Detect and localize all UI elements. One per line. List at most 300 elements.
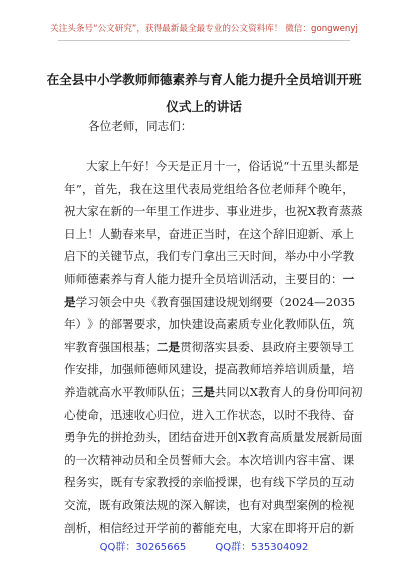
body-char: 2024 (284, 294, 315, 309)
body-char: 风 (168, 362, 181, 377)
body-char: 造 (75, 384, 88, 399)
body-char: 育 (269, 384, 282, 399)
body-char: 师 (296, 317, 308, 332)
body-char: 、 (319, 226, 332, 241)
body-char: 要 (261, 294, 273, 309)
body-char: 里 (164, 181, 177, 196)
body-char: 质 (307, 362, 320, 377)
body-char: 心 (64, 407, 76, 422)
body-char: 先 (105, 181, 118, 196)
body-char: 相 (98, 520, 111, 535)
body-char: 建 (180, 362, 192, 377)
body-char: 策 (133, 497, 146, 512)
body-char: 授 (214, 475, 227, 490)
body-char: 中 (307, 249, 320, 264)
body-char: 奋 (342, 407, 355, 422)
body-char: 工 (342, 339, 355, 354)
body-char: ， (272, 204, 285, 219)
body-char: 的 (168, 497, 181, 512)
body-char: 都 (335, 159, 348, 173)
body-char: ， (156, 226, 169, 241)
body-char: 十 (213, 159, 226, 173)
body-char: 的 (180, 520, 192, 535)
body-char: 政 (272, 339, 285, 354)
body-char: 读 (214, 497, 227, 512)
body-char: 和 (145, 452, 157, 467)
body-char: ， (156, 317, 169, 332)
body-char: 春 (122, 226, 134, 241)
body-char: 将 (296, 520, 308, 535)
body-char: 个 (306, 181, 319, 196)
body-char: 设 (214, 294, 227, 309)
body-char: 力 (168, 271, 181, 286)
body-char: 既 (98, 497, 111, 512)
body-char: 队 (156, 384, 169, 399)
body-char: 安 (75, 362, 88, 377)
body-char: 我 (307, 407, 320, 422)
body-char: 务 (75, 475, 88, 490)
body-line (64, 245, 354, 268)
body-char: 加 (110, 362, 123, 377)
body-char: 这 (152, 181, 165, 196)
body-char: 经 (122, 520, 134, 535)
body-char: 年 (145, 204, 157, 219)
body-char: 升 (191, 271, 204, 286)
body-char: 以 (272, 407, 285, 422)
body-char: 电 (226, 520, 239, 535)
body-char: ， (261, 407, 273, 422)
body-char: 次 (87, 452, 99, 467)
body-char: 动 (342, 475, 355, 490)
body-char: 们 (168, 249, 181, 264)
body-char: 新 (327, 430, 340, 445)
body-char: 承 (331, 226, 343, 241)
body-char: 视 (342, 497, 355, 512)
body-char: 委 (238, 339, 250, 354)
title-line: 仪式上的讲话 (166, 99, 242, 114)
body-char: 下 (284, 475, 297, 490)
body-char: 表 (188, 181, 201, 196)
body-char: 教 (156, 475, 169, 490)
body-char: 全 (156, 452, 169, 467)
body-char: ， (226, 226, 239, 241)
body-char: 头 (145, 430, 157, 445)
body-char: 门 (191, 249, 204, 264)
body-line (64, 358, 354, 381)
body-char: ， (203, 362, 215, 377)
body-char: 丰 (307, 452, 320, 467)
body-char: 部 (110, 317, 123, 332)
body-char: 待 (319, 407, 332, 422)
body-char: 育 (168, 294, 181, 309)
body-char: 十 (289, 159, 301, 173)
body-char: 是 (168, 339, 181, 354)
body-char: 新 (342, 520, 355, 535)
body-char: 结 (180, 430, 192, 445)
body-char: 时 (249, 249, 262, 264)
body-char: 专 (249, 317, 262, 332)
body-char: 平 (122, 384, 134, 399)
body-char: 晚 (318, 181, 331, 196)
body-char: 养 (272, 362, 285, 377)
body-char: 质 (281, 430, 293, 445)
body-char: 署 (122, 317, 134, 332)
body-char: 化 (272, 317, 285, 332)
body-char: 上 (109, 159, 121, 173)
body-char: 排 (87, 362, 99, 377)
body-char: 有 (122, 475, 134, 490)
body-char: 伍 (168, 384, 181, 399)
body-char: 我 (156, 249, 169, 264)
body-char: 教 (156, 294, 169, 309)
body-char: 高 (226, 362, 239, 377)
body-char: 旧 (284, 226, 297, 241)
body-char: ， (81, 181, 94, 196)
body-char: 一 (133, 204, 146, 219)
body-char: 月 (202, 159, 214, 173)
body-char: 基 (133, 339, 146, 354)
body-char: 点 (133, 249, 146, 264)
body-char: 家 (145, 475, 157, 490)
body-char: 奋 (191, 430, 204, 445)
body-char: 蓄 (191, 520, 204, 535)
body-char: 养 (64, 384, 76, 399)
body-char: 能 (156, 271, 169, 286)
body-char: ， (180, 407, 192, 422)
body-char: 师 (156, 362, 169, 377)
body-char: 大 (75, 204, 88, 219)
body-char: 充 (214, 520, 227, 535)
body-char: 位 (259, 181, 272, 196)
body-char: “ (283, 159, 290, 173)
body-char: 本 (238, 452, 250, 467)
body-char: 人 (281, 384, 293, 399)
body-char: 在 (272, 520, 285, 535)
body-char: 好 (132, 159, 145, 173)
body-char: 举 (284, 249, 297, 264)
body-char: 老 (271, 181, 283, 196)
body-char: 时 (284, 407, 297, 422)
body-char: 员 (133, 452, 146, 467)
body-char: 团 (168, 430, 181, 445)
body-char: 学 (296, 475, 308, 490)
footer (0, 538, 408, 553)
body-char: 实 (214, 339, 227, 354)
body-char: 争 (75, 430, 88, 445)
body-char: 素 (226, 317, 239, 332)
body-char: 节 (122, 249, 134, 264)
body-char: 师 (133, 362, 146, 377)
body-char: 拜 (294, 181, 307, 196)
body-char: 培 (342, 362, 355, 377)
body-char: 员 (168, 452, 181, 467)
body-char: 动 (261, 271, 273, 286)
body-char: 拿 (203, 249, 215, 264)
body-char: 高 (214, 317, 227, 332)
body-char: 键 (110, 249, 123, 264)
body-char: 间 (261, 249, 273, 264)
body-char: 天 (238, 249, 250, 264)
body-char: ， (226, 497, 239, 512)
body-char: ； (145, 339, 157, 354)
body-char: 互 (331, 475, 343, 490)
body-char: ， (331, 317, 343, 332)
body-char: 伍 (319, 317, 332, 332)
body-char: 领 (98, 294, 111, 309)
body-char: 速 (122, 407, 134, 422)
body-char: 教 (246, 430, 259, 445)
header-divider (58, 40, 350, 41)
body-char: 、 (331, 452, 343, 467)
body-char: 学 (156, 520, 169, 535)
body-char: 强 (122, 362, 134, 377)
body-char: 各 (247, 181, 260, 196)
body-char: 是 (178, 159, 191, 173)
body-char: 训 (238, 271, 250, 286)
body-char: ， (87, 520, 99, 535)
body-char: 大 (203, 452, 215, 467)
body-char: 提 (180, 271, 192, 286)
body-char: 师 (283, 181, 295, 196)
body-char: 也 (249, 475, 262, 490)
body-char: 叩 (327, 384, 340, 399)
title-line: 在全县中小学教师师德素养与育人能力提升全员培训开班 (46, 72, 362, 87)
body-line (64, 381, 363, 404)
body-char: 位 (168, 407, 181, 422)
body-char: 里 (312, 159, 325, 173)
body-char: 出 (214, 249, 227, 264)
body-char: ， (87, 497, 99, 512)
body-char: 的 (98, 430, 111, 445)
body-char: 导 (331, 339, 343, 354)
body-char: 代 (176, 181, 189, 196)
body-line (64, 449, 354, 472)
body-char: 建 (203, 294, 215, 309)
body-char: 组 (223, 181, 236, 196)
body-char: 业 (238, 204, 250, 219)
body-char: 设 (191, 362, 204, 377)
body-line (64, 517, 354, 540)
body-char: 案 (296, 497, 308, 512)
body-char: 过 (133, 520, 146, 535)
body-char: 师 (64, 271, 76, 286)
body-char: 五 (300, 159, 313, 173)
body-char: 神 (110, 452, 123, 467)
body-char: 开 (145, 520, 157, 535)
body-char: 来 (133, 226, 146, 241)
body-char: 德 (87, 271, 99, 286)
body-char: 、 (331, 407, 343, 422)
body-char: ， (272, 271, 285, 286)
body-char: 局 (200, 181, 212, 196)
body-char: 抢 (122, 430, 134, 445)
body-char: 的 (319, 475, 332, 490)
body-char: 里 (156, 204, 169, 219)
body-char: 主 (284, 271, 297, 286)
body-char: 个 (261, 226, 273, 241)
body-char: ， (156, 430, 169, 445)
body-char: 剖 (64, 520, 76, 535)
body-char: 量 (319, 362, 332, 377)
body-char: 的 (98, 317, 111, 332)
body-char: 育 (133, 271, 146, 286)
body-char: 俗 (248, 159, 261, 173)
body-char: 培 (226, 271, 239, 286)
body-char: 学 (75, 294, 88, 309)
body-char: 进 (203, 430, 215, 445)
body-char: 二 (156, 339, 169, 354)
body-char: 领 (319, 339, 332, 354)
body-char: 是 (64, 294, 76, 309)
body-char: 展 (316, 430, 328, 445)
body-char: 午 (120, 159, 133, 173)
body-line (64, 223, 354, 246)
body-char: 的 (87, 249, 99, 264)
body-char: 年 (64, 181, 76, 196)
body-char: 活 (249, 271, 262, 286)
body-char: 实 (87, 475, 99, 490)
body-char: 划 (238, 294, 250, 309)
body-char: 正 (191, 226, 204, 241)
body-char: 加 (168, 317, 181, 332)
body-char: 早 (145, 226, 157, 241)
body-char: 量 (292, 430, 305, 445)
body-char: 是 (203, 384, 215, 399)
body-char: 专 (133, 475, 146, 490)
body-line (64, 268, 354, 291)
body-char: 线 (272, 475, 285, 490)
body-char: 析 (75, 520, 88, 535)
body-char: 在 (238, 226, 250, 241)
body-char: ！ (144, 159, 156, 173)
body-char: 当 (203, 226, 215, 241)
body-char: 勤 (110, 226, 123, 241)
body-char: 主 (296, 339, 308, 354)
body-char: 蒸 (350, 204, 363, 219)
body-char: 程 (64, 475, 76, 490)
body-char: 劲 (133, 430, 146, 445)
body-char: 精 (98, 452, 111, 467)
body-char: 步 (203, 204, 215, 219)
body-char: 政 (122, 497, 134, 512)
body-char: 不 (296, 407, 308, 422)
body-char: 教 (258, 384, 270, 399)
body-char: 规 (226, 294, 239, 309)
body-char: 型 (284, 497, 297, 512)
body-char: 员 (307, 475, 320, 490)
body-char: 面 (350, 430, 363, 445)
body-char: 进 (180, 226, 192, 241)
body-char: 水 (110, 384, 123, 399)
body-char: 既 (110, 475, 123, 490)
body-char: 家 (261, 520, 273, 535)
body-char: 祝 (64, 204, 76, 219)
body-char: 目 (307, 271, 320, 286)
body-char: 工 (214, 407, 227, 422)
body-char: 工 (168, 204, 181, 219)
body-line (64, 494, 354, 517)
body-char: 发 (304, 430, 317, 445)
body-char: 高 (269, 430, 282, 445)
body-char: 全 (203, 271, 215, 286)
body-char: 时 (214, 226, 227, 241)
body-char: ， (236, 159, 249, 173)
body-char: 贯 (180, 339, 192, 354)
body-char: 三 (226, 249, 239, 264)
body-char: 课 (226, 475, 239, 490)
body-char: 即 (284, 520, 297, 535)
body-char: 要 (296, 271, 308, 286)
body-char: 年 (330, 181, 342, 196)
body-char: 富 (319, 452, 332, 467)
body-char: ， (98, 362, 111, 377)
body-char: 专 (180, 249, 192, 264)
body-char: 例 (307, 497, 320, 512)
body-char: 育 (258, 430, 270, 445)
body-char: ， (117, 181, 130, 196)
body-char: 人 (145, 271, 157, 286)
body-char: 、 (214, 204, 227, 219)
body-char: 学 (331, 249, 343, 264)
body-char: 就 (87, 384, 99, 399)
body-char: 临 (203, 475, 215, 490)
body-char: 教 (316, 204, 328, 219)
body-char: 也 (284, 204, 297, 219)
body-char: 一 (75, 452, 88, 467)
body-char: 提 (214, 362, 227, 377)
body-char: 份 (316, 384, 328, 399)
body-char: 次 (249, 452, 262, 467)
body-char: X (307, 204, 317, 219)
body-char: 快 (180, 317, 192, 332)
body-char: 授 (168, 475, 181, 490)
body-char: ： (331, 271, 343, 286)
body-char: 筑 (342, 317, 355, 332)
footer-qq-group-2: QQ群：535304092 (215, 542, 309, 553)
body-char: 教 (238, 362, 250, 377)
body-char: 育 (87, 339, 99, 354)
body-char: 教 (133, 384, 146, 399)
body-char: 启 (319, 520, 332, 535)
body-char: 归 (156, 407, 169, 422)
body-char: 奋 (168, 226, 181, 241)
body-text (64, 155, 363, 539)
body-char: 会 (110, 294, 123, 309)
body-char: 养 (110, 271, 123, 286)
body-char: 在 (98, 204, 111, 219)
body-char: 步 (261, 204, 273, 219)
body-char: 先 (87, 430, 99, 445)
body-char: 作 (64, 362, 76, 377)
body-char: 上 (342, 226, 355, 241)
body-line (64, 471, 354, 494)
body-char: 家 (87, 204, 99, 219)
body-char: 建 (191, 317, 204, 332)
body-char: 开 (214, 430, 227, 445)
body-char: 前 (168, 520, 181, 535)
body-char: 进 (191, 204, 204, 219)
body-char: 共 (214, 384, 227, 399)
body-char: 动 (122, 452, 134, 467)
body-char: 问 (339, 384, 351, 399)
body-char: 、 (249, 339, 262, 354)
body-char: 迅 (110, 407, 123, 422)
body-char: 有 (249, 497, 262, 512)
body-char: 强 (180, 294, 192, 309)
body-char: 国 (191, 294, 204, 309)
body-char: 也 (238, 497, 250, 512)
body-char: 能 (203, 520, 215, 535)
